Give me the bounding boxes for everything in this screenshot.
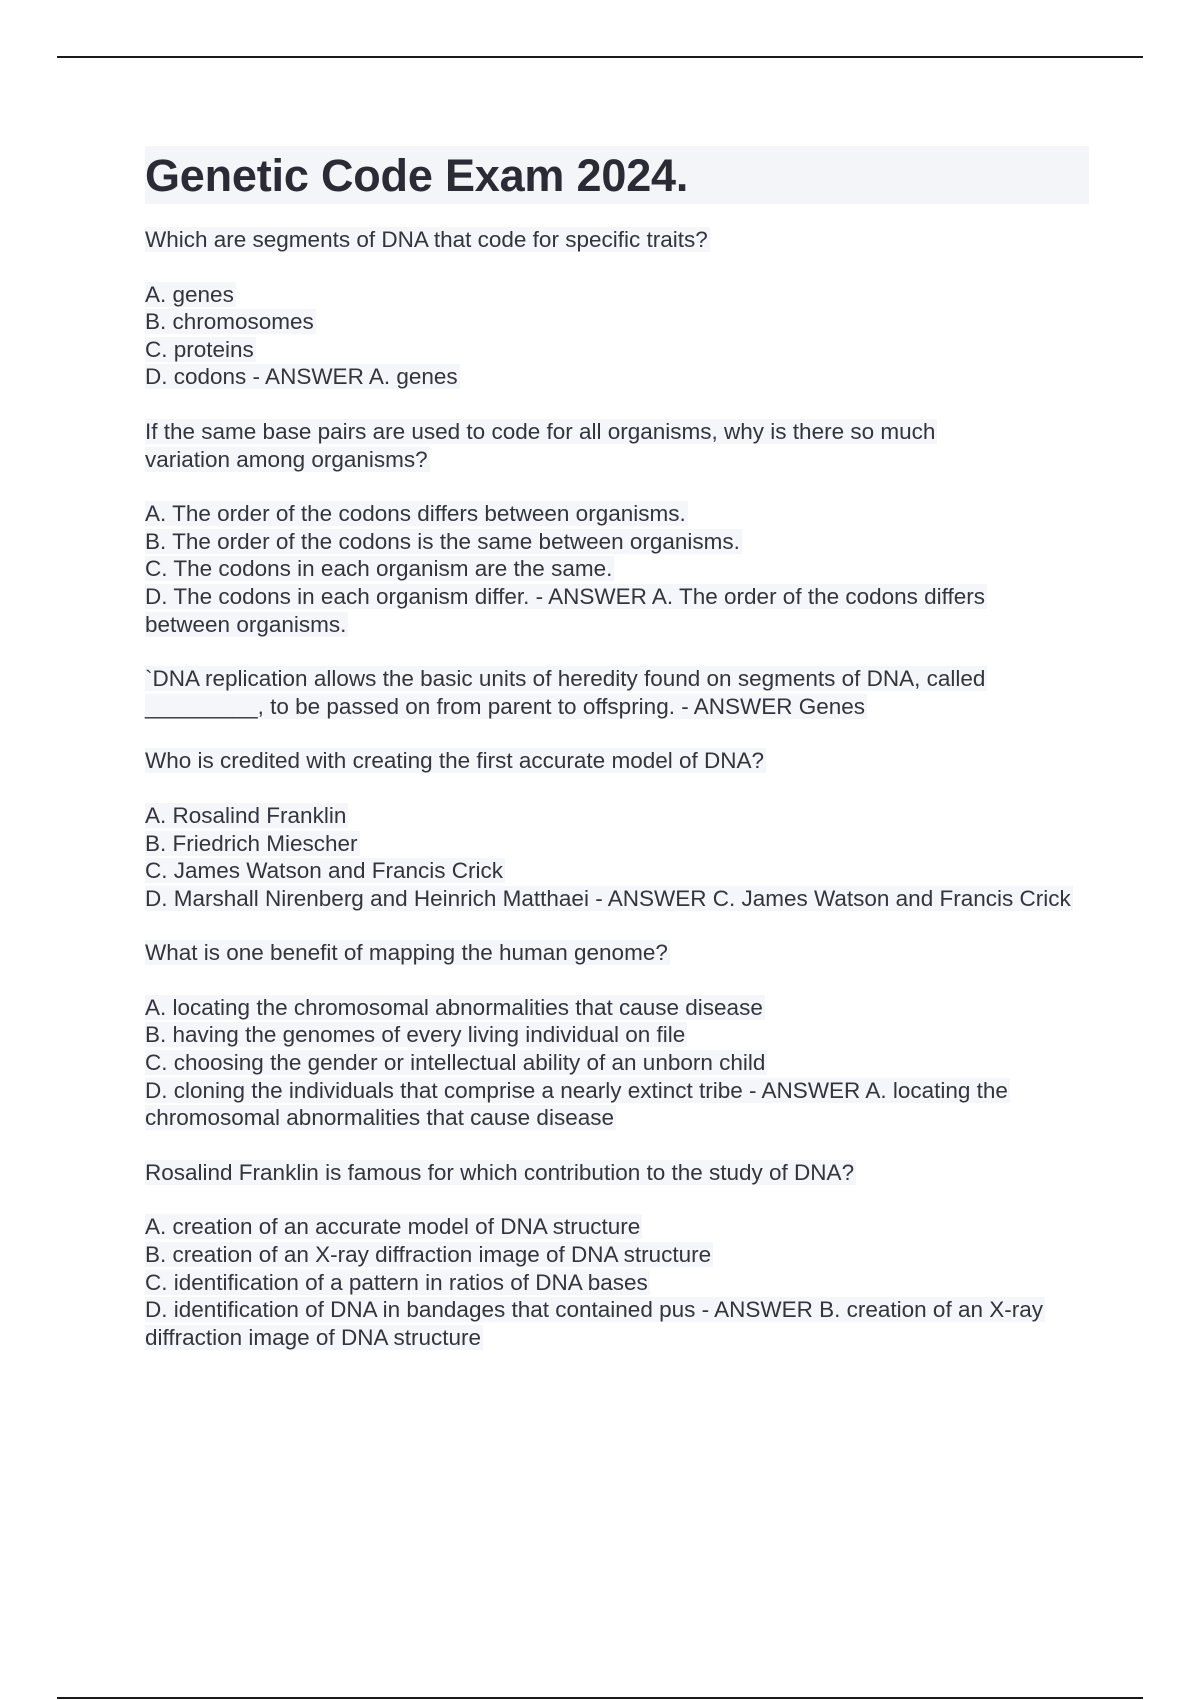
option-d-with-answer: D. codons - ANSWER A. genes [145, 364, 458, 390]
question-text: Which are segments of DNA that code for specific traits? [145, 227, 708, 252]
option-c: C. The codons in each organism are the same. [145, 556, 613, 582]
option-a: A. The order of the codons differs between organisms. [145, 501, 686, 527]
question-block-4 [145, 747, 1089, 912]
question-list [145, 226, 1089, 1351]
option-list [145, 994, 1089, 1132]
option-c: C. identification of a pattern in ratios of DNA bases [145, 1269, 648, 1295]
question-block-3 [145, 665, 1089, 720]
option-d-with-answer: D. cloning the individuals that comprise a nearly extinct tribe - ANSWER A. locating the chromosomal abnormalities that cause disease [145, 1077, 1008, 1131]
option-d-with-answer: D. identification of DNA in bandages that contained pus - ANSWER B. creation of an X-ray diffraction image of DNA structure [145, 1297, 1043, 1350]
question-text: What is one benefit of mapping the human genome? [145, 940, 668, 966]
fill-in-statement: `DNA replication allows the basic units of heredity found on segments of DNA, called _________, to be passed on from parent to offspring. - ANSWER Genes [145, 666, 986, 719]
option-a: A. locating the chromosomal abnormalities that cause disease [145, 994, 763, 1020]
question-block-6 [145, 1159, 1089, 1352]
option-list [145, 1213, 1089, 1351]
question-text: Who is credited with creating the first accurate model of DNA? [145, 748, 765, 774]
option-b: B. having the genomes of every living individual on file [145, 1022, 686, 1048]
question-block-1 [145, 226, 1089, 391]
option-a: A. genes [145, 281, 234, 307]
option-c: C. James Watson and Francis Crick [145, 858, 504, 884]
option-a: A. Rosalind Franklin [145, 802, 347, 828]
question-block-5 [145, 939, 1089, 1132]
option-c: C. proteins [145, 336, 254, 362]
document-body [145, 146, 1089, 1378]
option-d-with-answer: D. Marshall Nirenberg and Heinrich Matthaei - ANSWER C. James Watson and Francis Crick [145, 885, 1071, 911]
top-rule [57, 56, 1143, 58]
question-text: Rosalind Franklin is famous for which contribution to the study of DNA? [145, 1159, 855, 1185]
option-d-with-answer: D. The codons in each organism differ. - ANSWER A. The order of the codons differs between organisms. [145, 583, 986, 637]
option-list [145, 802, 1089, 912]
option-b: B. The order of the codons is the same between organisms. [145, 528, 740, 554]
option-list [145, 500, 1089, 638]
option-b: B. creation of an X-ray diffraction image of DNA structure [145, 1242, 712, 1268]
question-block-2 [145, 418, 1089, 638]
option-b: B. Friedrich Miescher [145, 830, 358, 856]
option-a: A. creation of an accurate model of DNA structure [145, 1214, 641, 1240]
bottom-rule [57, 1697, 1143, 1699]
option-list [145, 281, 1089, 391]
option-b: B. chromosomes [145, 309, 314, 335]
question-text: If the same base pairs are used to code for all organisms, why is there so much variation among organisms? [145, 418, 936, 472]
option-c: C. choosing the gender or intellectual ability of an unborn child [145, 1050, 766, 1076]
page-title: Genetic Code Exam 2024. [145, 146, 1089, 204]
